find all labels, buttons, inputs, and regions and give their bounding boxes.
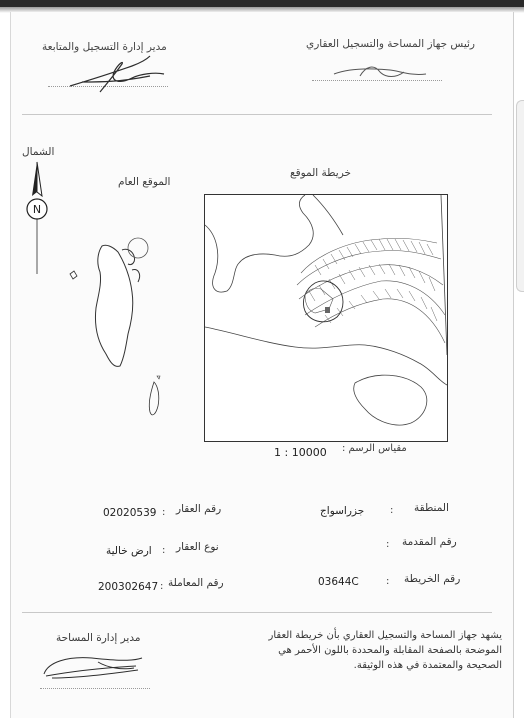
survey-director-signature-line <box>40 688 150 689</box>
map-no-label: رقم الخريطة <box>404 573 461 585</box>
details-divider <box>22 612 492 613</box>
transaction-no-label: رقم المعاملة <box>168 577 224 589</box>
survey-director-signature <box>38 648 148 684</box>
page-edge-tab <box>516 100 524 292</box>
scan-top-edge <box>0 0 524 7</box>
north-arrow-icon <box>22 160 52 276</box>
intro-no-colon: : <box>386 539 390 550</box>
north-label: الشمال <box>22 146 55 158</box>
map-no-colon: : <box>386 576 390 587</box>
survey-head-signature <box>330 58 440 84</box>
general-location-title: الموقع العام <box>118 176 171 188</box>
map-no-value: 03644C <box>318 576 359 588</box>
property-parcel <box>325 307 330 313</box>
intro-no-label: رقم المقدمة <box>402 536 457 548</box>
general-location-map <box>62 226 172 426</box>
property-type-label: نوع العقار <box>176 541 219 553</box>
area-label: المنطقة <box>414 502 449 514</box>
registration-director-signature <box>60 52 170 98</box>
north-letter: N <box>32 203 42 216</box>
transaction-no-value: 200302647 <box>98 581 159 593</box>
area-colon: : <box>390 505 394 516</box>
scale-value: 1 : 10000 <box>274 446 327 459</box>
site-map-title: خريطة الموقع <box>290 167 352 179</box>
property-no-label: رقم العقار <box>176 503 222 515</box>
certification-statement: يشهد جهاز المساحة والتسجيل العقاري بأن خريطة العقار الموضحة بالصفحة المقابلة والمحددة باللون الأحمر هي الصحيحة والمعتمدة في هذه الوثيقة. <box>268 630 502 671</box>
scale-label: مقياس الرسم : <box>342 443 407 454</box>
survey-head-title: رئيس جهاز المساحة والتسجيل العقاري <box>306 38 475 50</box>
property-no-value: 02020539 <box>103 507 157 519</box>
site-map-drawing <box>205 195 447 441</box>
property-type-colon: : <box>162 545 166 556</box>
registration-director-title: مدير إدارة التسجيل والمتابعة <box>42 41 167 53</box>
site-map <box>204 194 448 442</box>
transaction-no-colon: : <box>160 581 164 592</box>
survey-director-title: مدير إدارة المساحة <box>56 632 141 644</box>
header-divider <box>22 114 492 115</box>
property-type-value: ارض خالية <box>106 545 152 557</box>
area-value: جزراسواج <box>320 505 365 517</box>
property-no-colon: : <box>162 507 166 518</box>
